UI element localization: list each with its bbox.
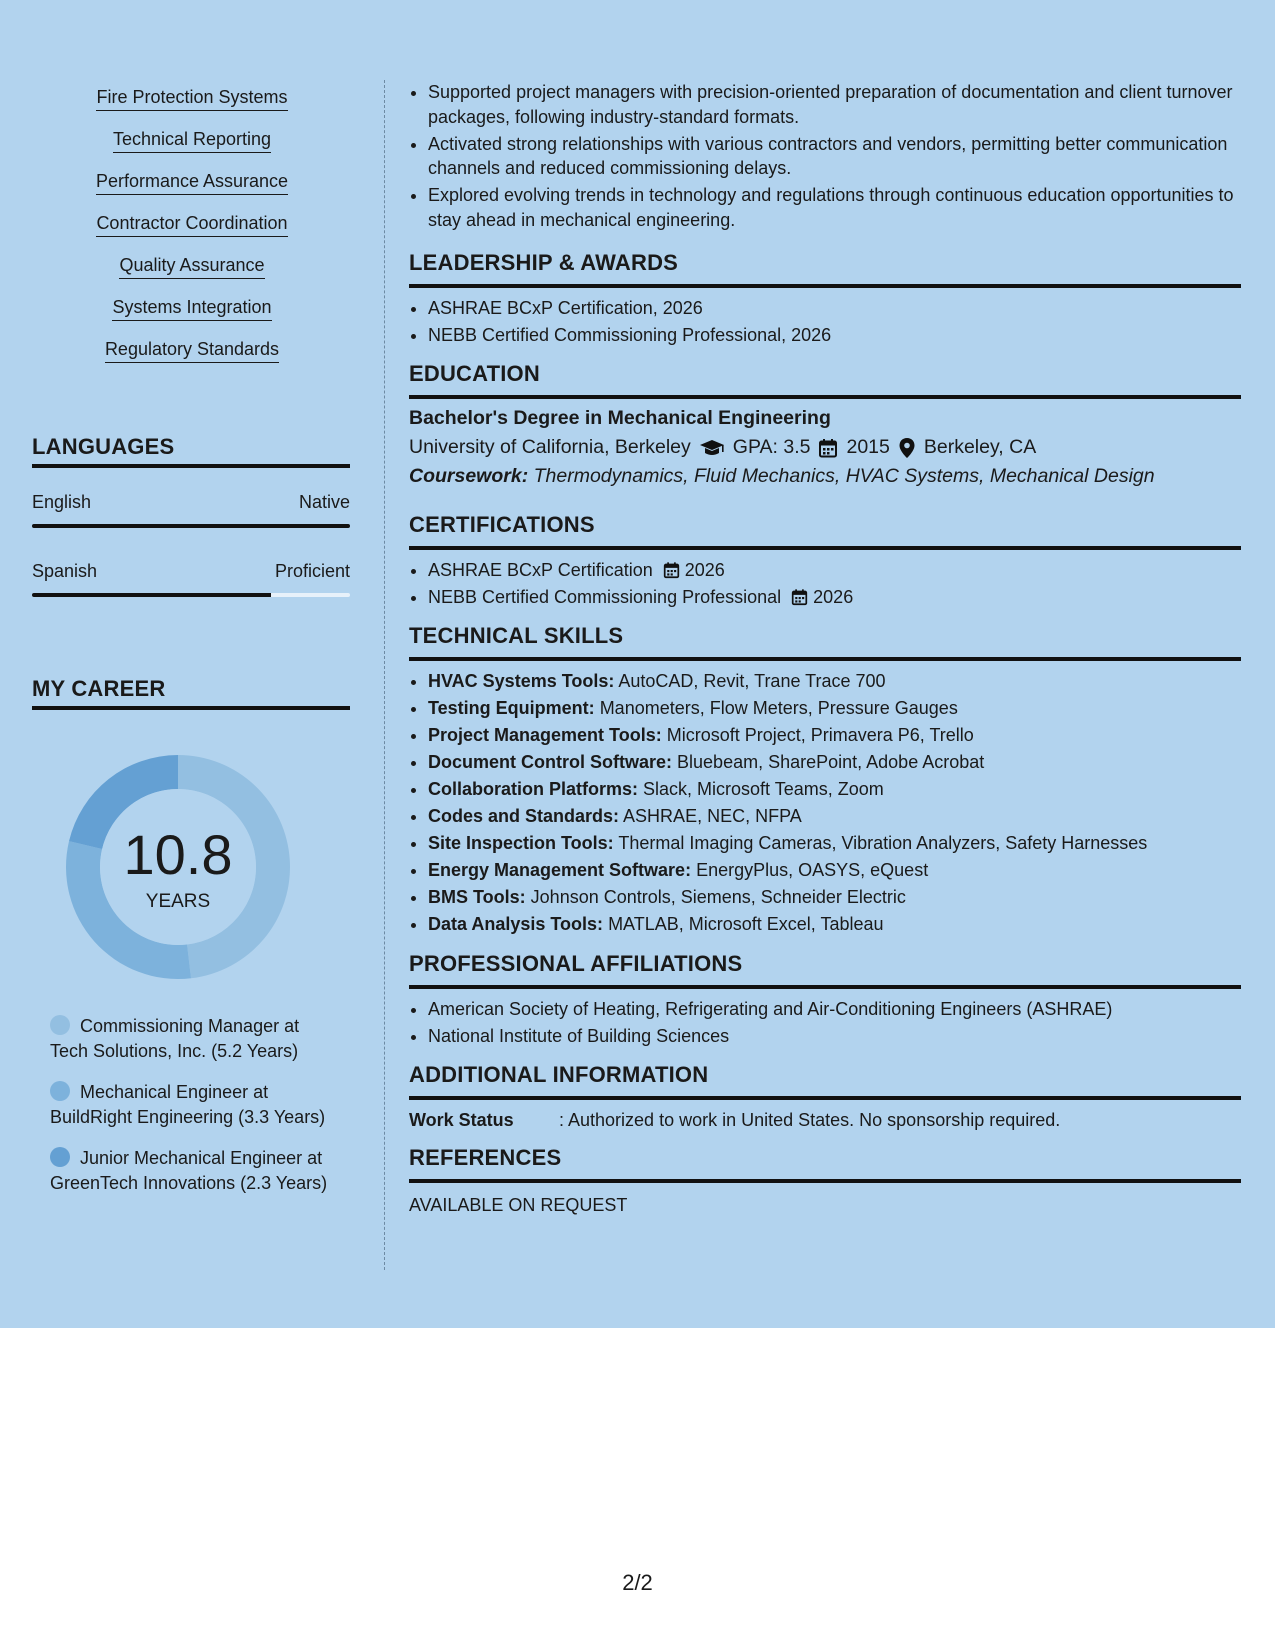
career-legend (50, 1014, 330, 1212)
graduation-year: 2015 (846, 436, 890, 458)
skill-item: Contractor Coordination (96, 212, 287, 237)
education-section (409, 361, 1241, 488)
skill-tools: Microsoft Project, Primavera P6, Trello (666, 725, 974, 745)
references-section (409, 1145, 1241, 1216)
career-total-unit: YEARS (145, 891, 211, 912)
career-total (66, 755, 290, 979)
skill-category: Codes and Standards: (428, 806, 620, 826)
page-number: 2/2 (622, 1570, 653, 1595)
technical-skills-section (409, 623, 1241, 939)
language-level: Native (298, 492, 350, 512)
education-heading: EDUCATION (409, 361, 1241, 399)
technical-skill-item (428, 885, 1241, 910)
technical-skill-item (428, 696, 1241, 721)
skill-category: Site Inspection Tools: (428, 833, 614, 853)
additional-info-heading: ADDITIONAL INFORMATION (409, 1062, 1241, 1100)
calendar-icon (818, 438, 838, 458)
awards-heading: LEADERSHIP & AWARDS (409, 250, 1241, 288)
technical-skill-item (428, 804, 1241, 829)
certifications-heading: CERTIFICATIONS (409, 512, 1241, 550)
certification-name: ASHRAE BCxP Certification (428, 560, 653, 580)
skill-tools: ASHRAE, NEC, NFPA (623, 806, 802, 826)
skill-tools: AutoCAD, Revit, Trane Trace 700 (618, 671, 886, 691)
skill-category: Collaboration Platforms: (428, 779, 639, 799)
skill-tools: Thermal Imaging Cameras, Vibration Analyzers, Safety Harnesses (618, 833, 1148, 853)
certification-item (428, 585, 1241, 610)
work-status (409, 1110, 1241, 1131)
languages-heading: LANGUAGES (32, 434, 350, 468)
certification-date: 2026 (813, 587, 854, 607)
references-text: AVAILABLE ON REQUEST (409, 1195, 628, 1215)
legend-dot-icon (50, 1147, 70, 1167)
skill-tools: Slack, Microsoft Teams, Zoom (643, 779, 884, 799)
skill-item: Fire Protection Systems (96, 86, 287, 111)
experience-bullets (409, 80, 1241, 235)
technical-skill-item (428, 723, 1241, 748)
awards-section (409, 250, 1241, 350)
calendar-icon (791, 588, 808, 606)
legend-dot-icon (50, 1015, 70, 1035)
award-item: • NEBB Certified Commissioning Professional, 2026 (428, 323, 1241, 348)
skill-category: Data Analysis Tools: (428, 914, 604, 934)
affiliations-section (409, 951, 1241, 1051)
skill-item: Performance Assurance (96, 170, 288, 195)
degree-title: Bachelor's Degree in Mechanical Engineering (409, 407, 831, 429)
career-heading: MY CAREER (32, 676, 350, 710)
experience-bullet: • Activated strong relationships with various contractors and vendors, permitting better communication channels and reduced commissioning delays. (428, 132, 1241, 181)
award-item: • ASHRAE BCxP Certification, 2026 (428, 296, 1241, 321)
affiliation-item: • National Institute of Building Sciences (428, 1024, 1241, 1049)
skill-tools: Johnson Controls, Siemens, Schneider Electric (530, 887, 906, 907)
language-name: Spanish (32, 561, 98, 581)
skill-category: Testing Equipment: (428, 698, 595, 718)
coursework-list: Thermodynamics, Fluid Mechanics, HVAC Systems, Mechanical Design (533, 465, 1155, 487)
work-status-label: Work Status (409, 1110, 514, 1130)
language-proficiency-bar (32, 524, 350, 528)
affiliation-item: • American Society of Heating, Refrigerating and Air-Conditioning Engineers (ASHRAE) (428, 997, 1241, 1022)
skill-item: Regulatory Standards (105, 338, 279, 363)
career-legend-item (50, 1146, 330, 1196)
career-total-years: 10.8 (123, 823, 233, 886)
affiliations-heading: PROFESSIONAL AFFILIATIONS (409, 951, 1241, 989)
skills-list (32, 86, 352, 380)
skill-item: Quality Assurance (119, 254, 264, 279)
school-name: University of California, Berkeley (409, 436, 691, 458)
work-status-value: : Authorized to work in United States. No sponsorship required. (559, 1110, 1061, 1130)
skill-category: Document Control Software: (428, 752, 673, 772)
technical-skill-item (428, 669, 1241, 694)
career-role-label: Mechanical Engineer at BuildRight Engineering (3.3 Years) (50, 1082, 326, 1127)
experience-bullet: • Supported project managers with precision-oriented preparation of documentation and client turnover packages, following industry-standard formats. (428, 80, 1241, 129)
skill-tools: EnergyPlus, OASYS, eQuest (696, 860, 929, 880)
skill-item: Systems Integration (112, 296, 271, 321)
column-divider (384, 80, 385, 1270)
career-role-label: Junior Mechanical Engineer at GreenTech Innovations (2.3 Years) (50, 1148, 328, 1193)
career-legend-item (50, 1080, 330, 1130)
certification-name: NEBB Certified Commissioning Professional (428, 587, 782, 607)
certification-date: 2026 (684, 560, 725, 580)
skill-item: Technical Reporting (113, 128, 271, 153)
skill-category: Project Management Tools: (428, 725, 662, 745)
references-heading: REFERENCES (409, 1145, 1241, 1183)
language-name: English (32, 492, 92, 512)
skill-category: Energy Management Software: (428, 860, 692, 880)
skill-category: BMS Tools: (428, 887, 526, 907)
location-pin-icon (898, 437, 916, 459)
language-proficiency-bar (32, 593, 350, 597)
technical-skill-item (428, 858, 1241, 883)
additional-info-section (409, 1062, 1241, 1131)
graduation-cap-icon (699, 438, 725, 458)
coursework-label: Coursework: (409, 465, 529, 487)
career-role-label: Commissioning Manager at Tech Solutions, Inc. (5.2 Years) (50, 1016, 300, 1061)
technical-skill-item (428, 777, 1241, 802)
language-level: Proficient (274, 561, 350, 581)
language-proficiency-fill (32, 593, 271, 597)
skill-category: HVAC Systems Tools: (428, 671, 615, 691)
certifications-section (409, 512, 1241, 612)
gpa: GPA: 3.5 (732, 436, 811, 458)
technical-skill-item (428, 912, 1241, 937)
certification-item (428, 558, 1241, 583)
career-legend-item (50, 1014, 330, 1064)
skill-tools: Manometers, Flow Meters, Pressure Gauges (599, 698, 958, 718)
calendar-icon (663, 561, 680, 579)
technical-skill-item (428, 831, 1241, 856)
technical-skill-item (428, 750, 1241, 775)
skill-tools: MATLAB, Microsoft Excel, Tableau (608, 914, 884, 934)
school-location: Berkeley, CA (923, 436, 1037, 458)
education-details (409, 436, 1241, 459)
legend-dot-icon (50, 1081, 70, 1101)
language-proficiency-fill (32, 524, 350, 528)
technical-skills-heading: TECHNICAL SKILLS (409, 623, 1241, 661)
experience-bullet: • Explored evolving trends in technology and regulations through continuous education opportunities to stay ahead in mechanical engineering. (428, 183, 1241, 232)
coursework (409, 465, 1241, 488)
skill-tools: Bluebeam, SharePoint, Adobe Acrobat (677, 752, 985, 772)
